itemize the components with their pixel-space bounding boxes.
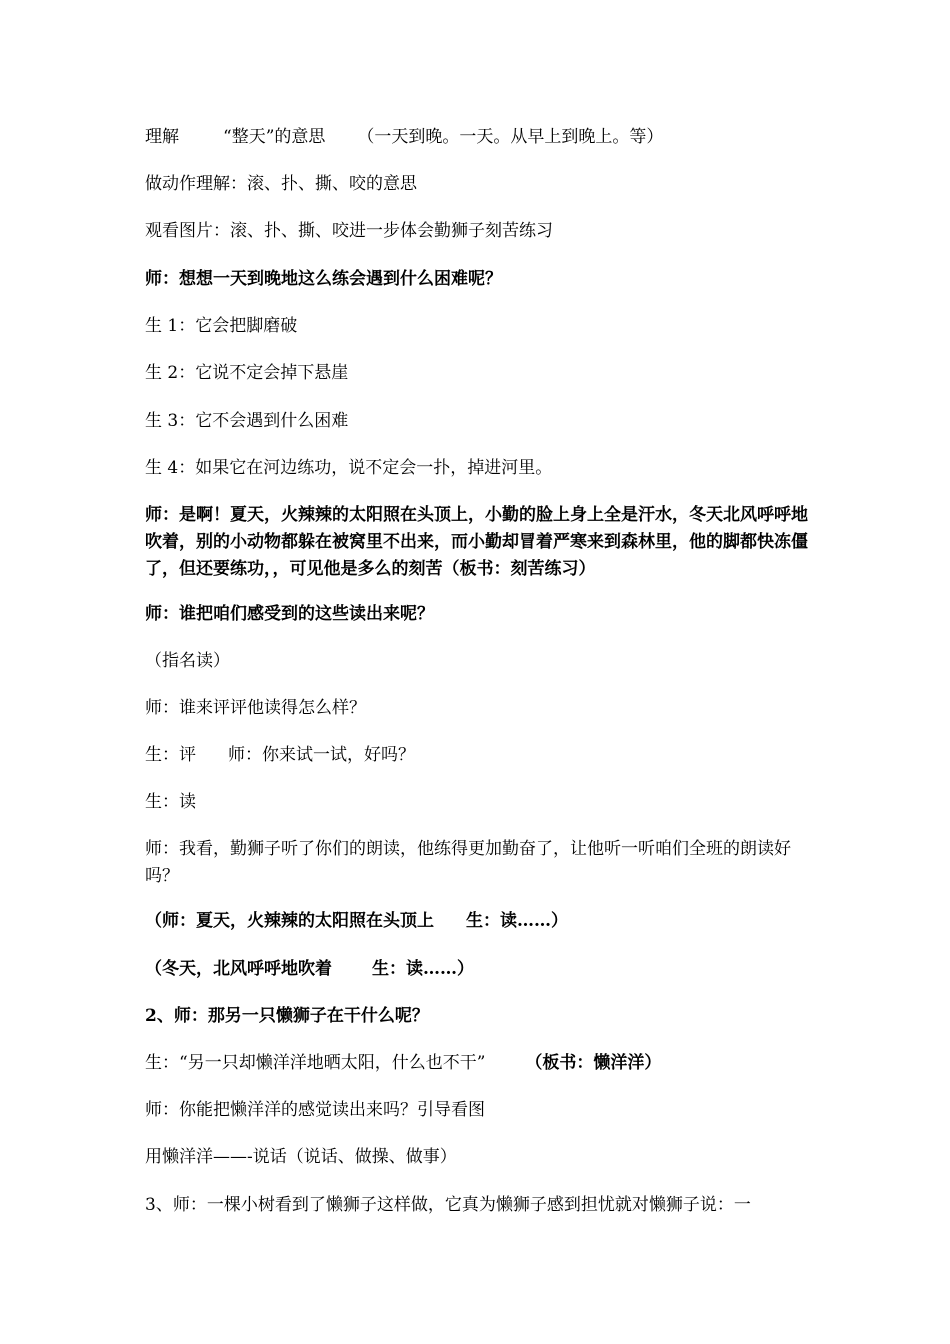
reading-cue-summer	[145, 909, 810, 933]
text-segment: （一天到晚。一天。从早上到晚上。等）	[357, 127, 664, 147]
student-answer-2: 生 2：它说不定会掉下悬崖	[145, 363, 349, 383]
reading-cue-winter	[145, 957, 810, 981]
text-segment: 师：你来试一试，好吗？	[228, 745, 415, 765]
text-segment: （冬天，北风呼呼地吹着	[145, 959, 332, 979]
teacher-question-lazy-lion: 2、师：那另一只懒狮子在干什么呢？	[145, 1006, 429, 1026]
student-answer-lazy-lion	[145, 1051, 810, 1075]
student-answer-1: 生 1：它会把脚磨破	[145, 316, 298, 336]
student-evaluate-teacher-try	[145, 743, 810, 767]
text-segment: 生：评	[145, 745, 196, 765]
student-read: 生：读	[145, 792, 196, 812]
teacher-small-tree-intro: 3、师：一棵小树看到了懒狮子这样做，它真为懒狮子感到担忧就对懒狮子说：一	[145, 1195, 751, 1215]
teacher-question-difficulty: 师：想想一天到晚地这么练会遇到什么困难呢？	[145, 269, 502, 289]
student-answer-4: 生 4：如果它在河边练功，说不定会一扑，掉进河里。	[145, 458, 553, 478]
text-segment: “整天”的意思	[223, 127, 326, 147]
board-note-lanyangyang: （板书：懒洋洋）	[525, 1053, 662, 1073]
text-segment: 生：读……）	[466, 911, 568, 931]
stage-note-named-reading: （指名读）	[145, 651, 230, 671]
paragraph-action-understanding: 做动作理解：滚、扑、撕、咬的意思	[145, 174, 417, 194]
paragraph-understand-zhengtian	[145, 125, 810, 149]
text-segment: 生：读……）	[372, 959, 474, 979]
paragraph-view-pictures: 观看图片：滚、扑、撕、咬进一步体会勤狮子刻苦练习	[145, 221, 553, 241]
teacher-summary-hardwork: 师：是啊！夏天，火辣辣的太阳照在头顶上，小勤的脸上身上全是汗水，冬天北风呼呼地吹着，别的小动物都躲在被窝里不出来，而小勤却冒着严寒来到森林里，他的脚都快冻僵了，但还要练功，，可见他是多么的刻苦（板书：刻苦练习）	[145, 505, 808, 579]
text-segment: （师：夏天，火辣辣的太阳照在头顶上	[145, 911, 434, 931]
teacher-question-evaluate: 师：谁来评评他读得怎么样？	[145, 698, 366, 718]
text-segment: 理解	[145, 127, 179, 147]
text-segment: 生：“另一只却懒洋洋地晒太阳，什么也不干”	[145, 1053, 486, 1073]
teacher-invite-class-reading: 师：我看，勤狮子听了你们的朗读，他练得更加勤奋了，让他听一听咱们全班的朗读好吗？	[145, 839, 791, 886]
teacher-question-read-aloud: 师：谁把咱们感受到的这些读出来呢？	[145, 604, 434, 624]
teacher-question-read-lazy: 师：你能把懒洋洋的感觉读出来吗？引导看图	[145, 1100, 485, 1120]
student-answer-3: 生 3：它不会遇到什么困难	[145, 411, 349, 431]
paragraph-speak-with-word: 用懒洋洋——-说话（说话、做操、做事）	[145, 1147, 457, 1167]
